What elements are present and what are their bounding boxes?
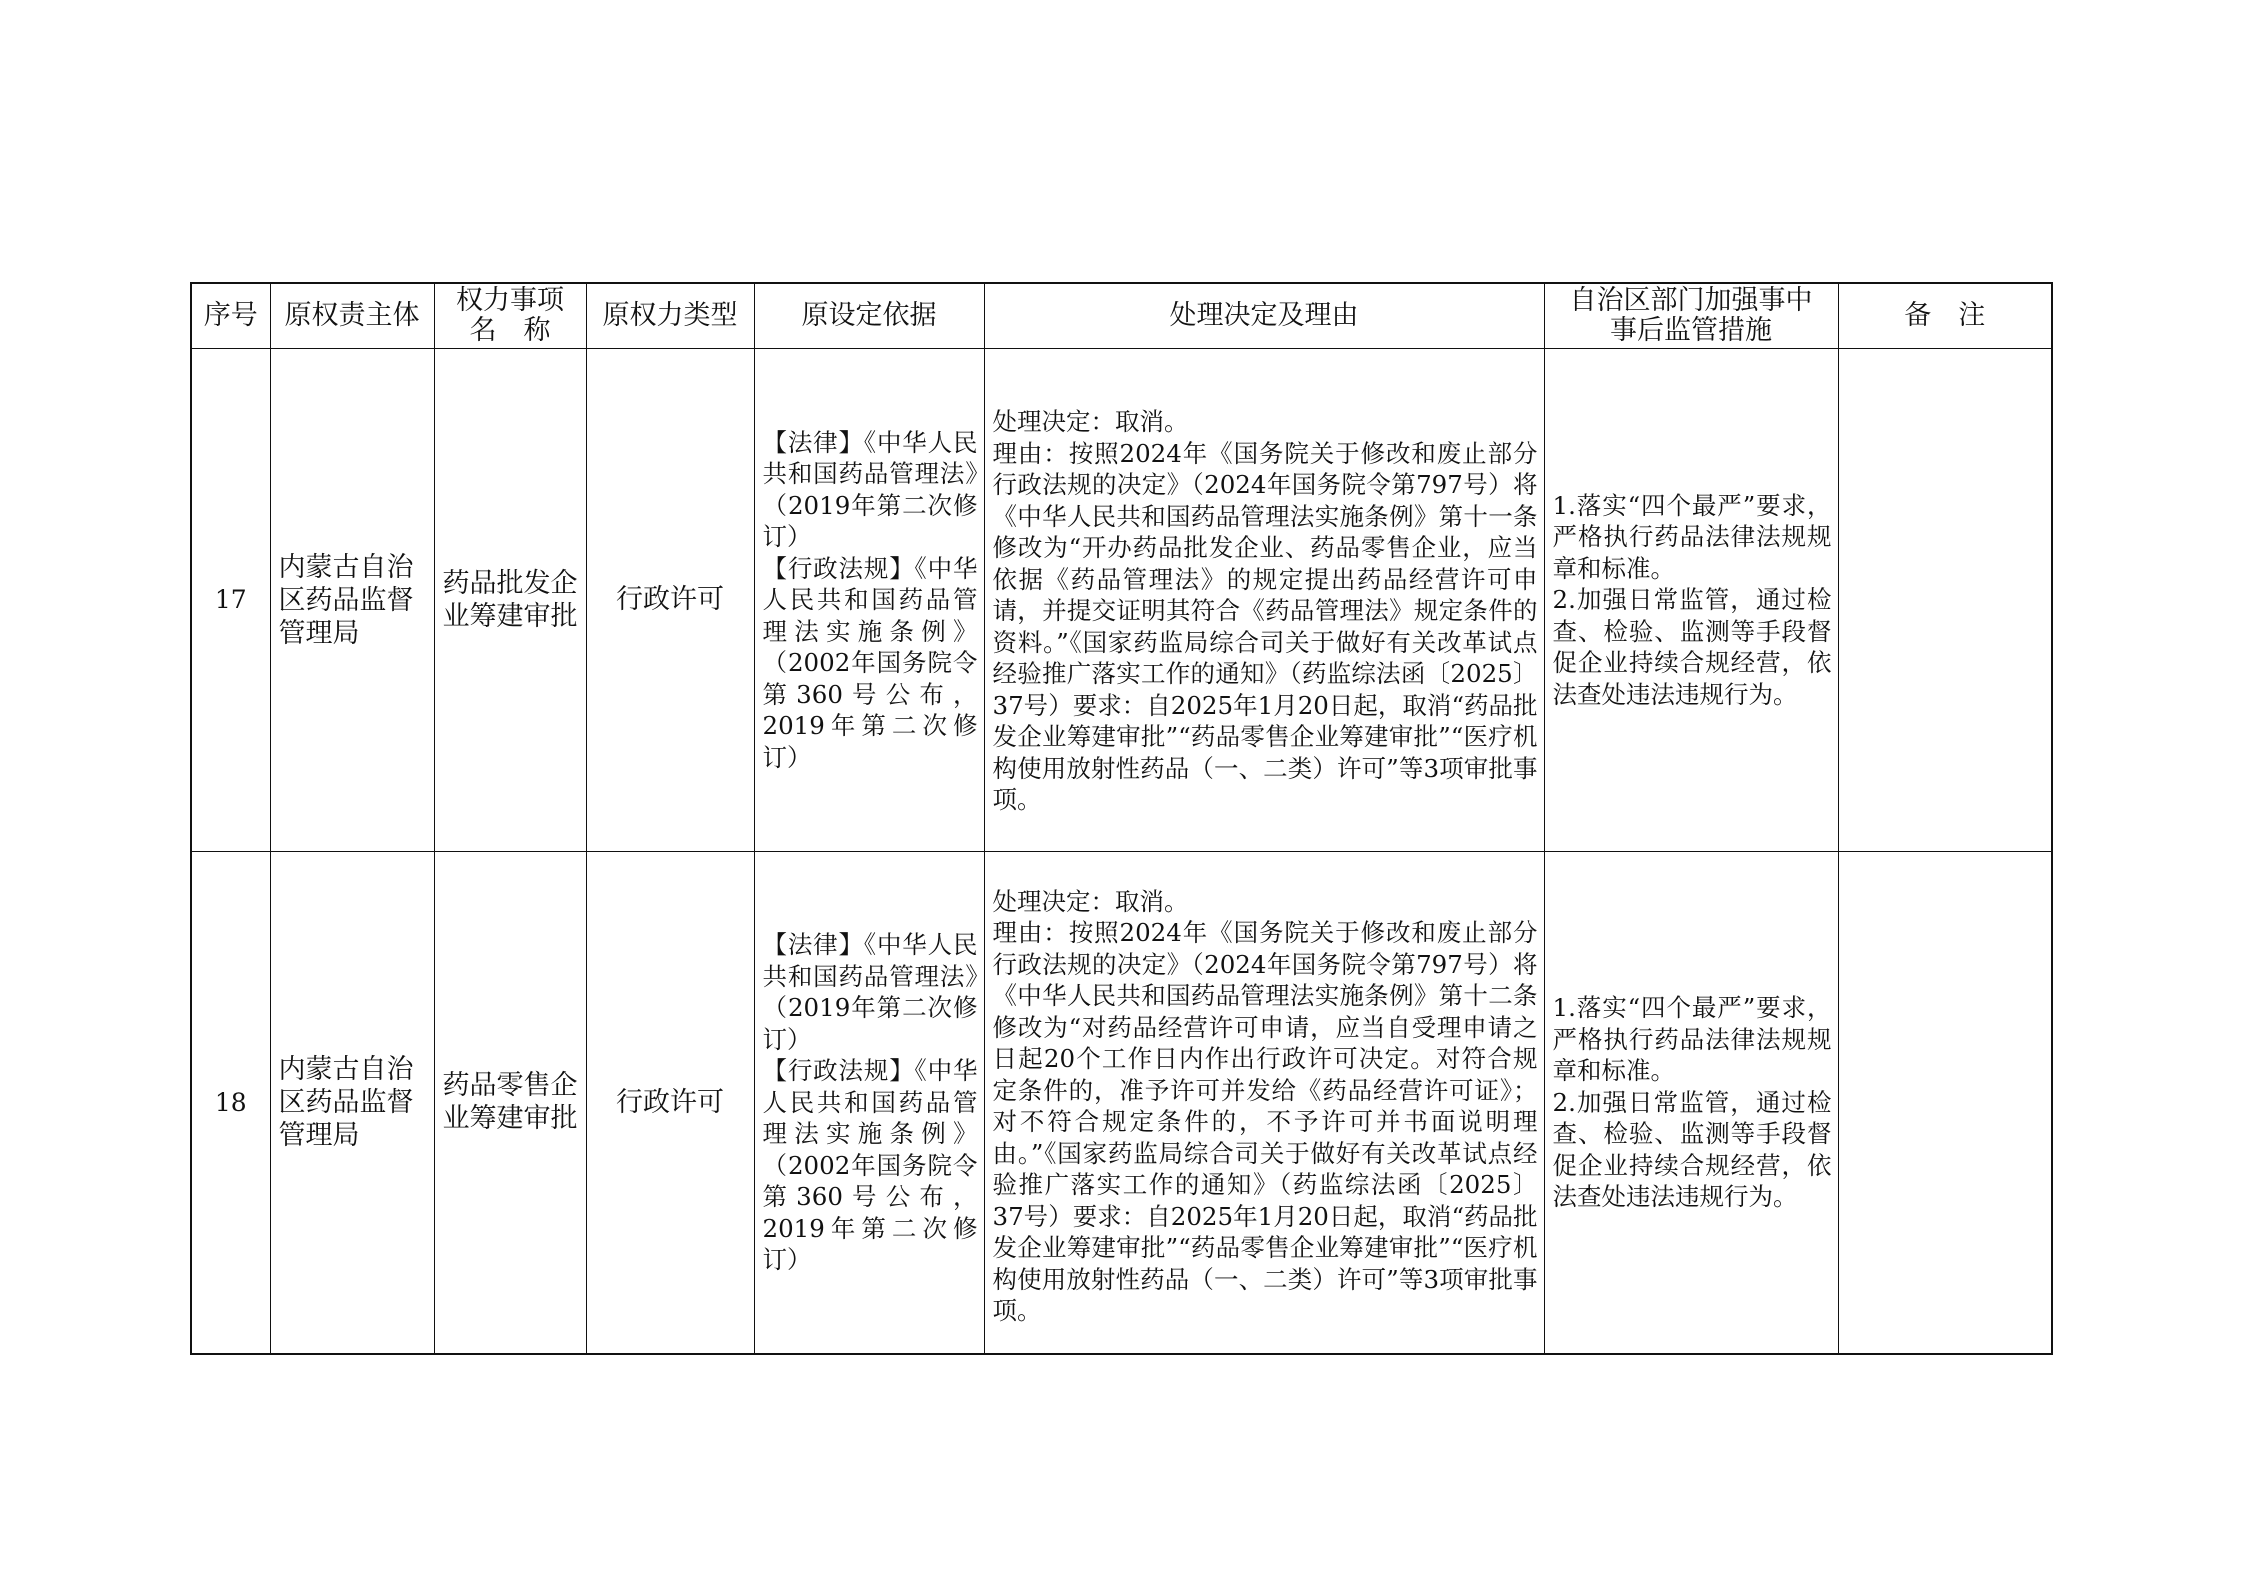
- row-seq: 18: [191, 852, 270, 1354]
- header-decision-reason: 处理决定及理由: [984, 283, 1544, 349]
- row-type: 行政许可: [586, 349, 754, 852]
- header-measures-line2: 事后监管措施: [1610, 315, 1772, 346]
- row-power-item-text: 药品批发企业筹建审批: [442, 568, 578, 632]
- header-remarks: 备 注: [1838, 283, 2052, 349]
- header-seq: 序号: [191, 283, 270, 349]
- measure-1: 1.落实“四个最严”要求，严格执行药品法律法规规章和标准。: [1552, 993, 1832, 1085]
- row-power-item-text: 药品零售企业筹建审批: [442, 1070, 578, 1135]
- header-original-type: 原权力类型: [586, 283, 754, 349]
- row-power-item: [434, 852, 586, 1354]
- basis-law: 【法律】《中华人民共和国药品管理法》（2019年第二次修订）: [762, 930, 978, 1054]
- row-measures: [1544, 852, 1838, 1354]
- header-row: [191, 283, 2052, 349]
- basis-law: 【法律】《中华人民共和国药品管理法》（2019年第二次修订）: [762, 427, 978, 552]
- row-decision: [984, 349, 1544, 852]
- table-row: [191, 852, 2052, 1354]
- row-measures: [1544, 349, 1838, 852]
- measure-2: 2.加强日常监管，通过检查、检验、监测等手段督促企业持续合规经营，依法查处违法违规行为。: [1552, 1087, 1832, 1211]
- header-measures-line1: 自治区部门加强事中: [1569, 285, 1813, 316]
- row-type: 行政许可: [586, 852, 754, 1354]
- row-subject: 内蒙古自治区药品监督管理局: [270, 349, 434, 852]
- regulatory-table: [190, 282, 2053, 1355]
- row-decision: [984, 852, 1544, 1354]
- decision-reason-text: 理由：按照2024年《国务院关于修改和废止部分行政法规的决定》（2024年国务院令第797号）将《中华人民共和国药品管理法实施条例》第十一条修改为“开办药品批发企业、药品零售企业，应当依据《药品管理法》的规定提出药品经营许可申请，并提交证明其符合《药品管理法》规定条件的资料。”《国家药监局综合司关于做好有关改革试点经验推广落实工作的通知》（药监综法函〔2025〕37号）要求：自2025年1月20日起，取消“药品批发企业筹建审批”“药品零售企业筹建审批”“医疗机构使用放射性药品（一、二类）许可”等3项审批事项。: [992, 438, 1538, 815]
- measure-1: 1.落实“四个最严”要求，严格执行药品法律法规规章和标准。: [1552, 490, 1832, 583]
- row-subject: 内蒙古自治区药品监督管理局: [270, 852, 434, 1354]
- row-remarks: [1838, 852, 2052, 1354]
- row-power-item: [434, 349, 586, 852]
- header-power-item-line2: 名 称: [469, 315, 551, 346]
- basis-regulation: 【行政法规】《中华人民共和国药品管理法实施条例》（2002年国务院令第360号公布，2019年第二次修订）: [762, 553, 978, 772]
- decision-text: 处理决定：取消。: [992, 407, 1189, 437]
- row-seq: 17: [191, 349, 270, 852]
- header-measures: [1544, 283, 1838, 349]
- decision-text: 处理决定：取消。: [992, 886, 1189, 916]
- header-original-subject: 原权责主体: [270, 283, 434, 349]
- row-remarks: [1838, 349, 2052, 852]
- header-power-item: [434, 283, 586, 349]
- basis-regulation: 【行政法规】《中华人民共和国药品管理法实施条例》（2002年国务院令第360号公布，2019年第二次修订）: [762, 1056, 978, 1274]
- measure-2: 2.加强日常监管，通过检查、检验、监测等手段督促企业持续合规经营，依法查处违法违规行为。: [1552, 585, 1832, 709]
- row-basis: [754, 349, 984, 852]
- table-row: [191, 349, 2052, 852]
- header-original-basis: 原设定依据: [754, 283, 984, 349]
- header-power-item-line1: 权力事项: [456, 285, 564, 316]
- row-basis: [754, 852, 984, 1354]
- decision-reason-text: 理由：按照2024年《国务院关于修改和废止部分行政法规的决定》（2024年国务院令第797号）将《中华人民共和国药品管理法实施条例》第十二条修改为“对药品经营许可申请，应当自受理申请之日起20个工作日内作出行政许可决定。对符合规定条件的，准予许可并发给《药品经营许可证》；对不符合规定条件的，不予许可并书面说明理由。”《国家药监局综合司关于做好有关改革试点经验推广落实工作的通知》（药监综法函〔2025〕37号）要求：自2025年1月20日起，取消“药品批发企业筹建审批”“药品零售企业筹建审批”“医疗机构使用放射性药品（一、二类）许可”等3项审批事项。: [992, 918, 1538, 1326]
